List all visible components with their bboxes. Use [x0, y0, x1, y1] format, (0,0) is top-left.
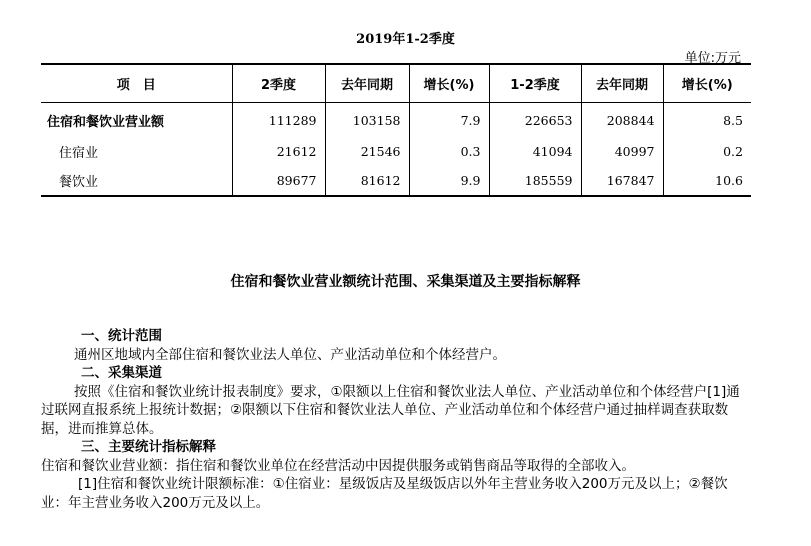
table-header-row	[41, 64, 751, 103]
table-row	[41, 103, 751, 138]
collection-channel-text: 按照《住宿和餐饮业统计报表制度》要求，①限额以上住宿和餐饮业法人单位、产业活动单位和个体经营户[1]通过联网直报系统上报统计数据；②限额以下住宿和餐饮业法人单位、产业活动单位和个体经营户通过抽样调查获取数据，进而推算总体。	[41, 383, 740, 437]
collection-channel-heading: 二、采集渠道	[81, 365, 162, 381]
column-header: 项 目	[41, 64, 232, 103]
table-cell: 7.9	[409, 103, 489, 138]
row-label: 餐饮业	[41, 166, 232, 196]
table-cell: 40997	[581, 137, 663, 166]
statistics-scope-text: 通州区地域内全部住宿和餐饮业法人单位、产业活动单位和个体经营户。	[74, 346, 506, 363]
table-cell: 0.3	[409, 137, 489, 166]
row-label: 住宿业	[59, 146, 99, 161]
column-header: 增长(%)	[663, 64, 751, 103]
table-cell: 185559	[489, 166, 581, 196]
section-title: 住宿和餐饮业营业额统计范围、采集渠道及主要指标解释	[230, 274, 581, 290]
table-cell: 208844	[581, 103, 663, 138]
table-cell: 21612	[232, 137, 325, 166]
column-header: 2季度	[232, 64, 325, 103]
indicator-explanation-heading: 三、主要统计指标解释	[81, 439, 216, 455]
row-label: 住宿和餐饮业营业额	[47, 114, 165, 130]
column-header: 去年同期	[325, 64, 409, 103]
table-cell: 0.2	[663, 137, 751, 166]
table-cell: 103158	[325, 103, 409, 138]
table-cell: 41094	[489, 137, 581, 166]
column-header: 去年同期	[581, 64, 663, 103]
table-cell: 167847	[581, 166, 663, 196]
table-cell: 111289	[232, 103, 325, 138]
indicator-explanation-text: 住宿和餐饮业营业额：指住宿和餐饮业单位在经营活动中因提供服务或销售商品等取得的全部收入。	[41, 457, 635, 474]
table-row	[41, 137, 751, 166]
notes-section	[41, 327, 753, 512]
column-header: 增长(%)	[409, 64, 489, 103]
column-header: 1-2季度	[489, 64, 581, 103]
table-row	[41, 166, 751, 196]
table-title: 2019年1-2季度	[356, 32, 455, 47]
table-cell: 226653	[489, 103, 581, 138]
table-cell: 81612	[325, 166, 409, 196]
table-cell: 9.9	[409, 166, 489, 196]
table-cell: 89677	[232, 166, 325, 196]
table-cell: 8.5	[663, 103, 751, 138]
table-cell: 21546	[325, 137, 409, 166]
statistics-scope-heading: 一、统计范围	[81, 328, 162, 344]
table-cell: 10.6	[663, 166, 751, 196]
footnote-text: [1]住宿和餐饮业统计限额标准：①住宿业：星级饭店及星级饭店以外年主营业务收入200万元及以上；②餐饮业：年主营业务收入200万元及以上。	[41, 476, 728, 511]
statistics-table	[41, 63, 751, 197]
unit-label: 单位:万元	[684, 51, 741, 66]
